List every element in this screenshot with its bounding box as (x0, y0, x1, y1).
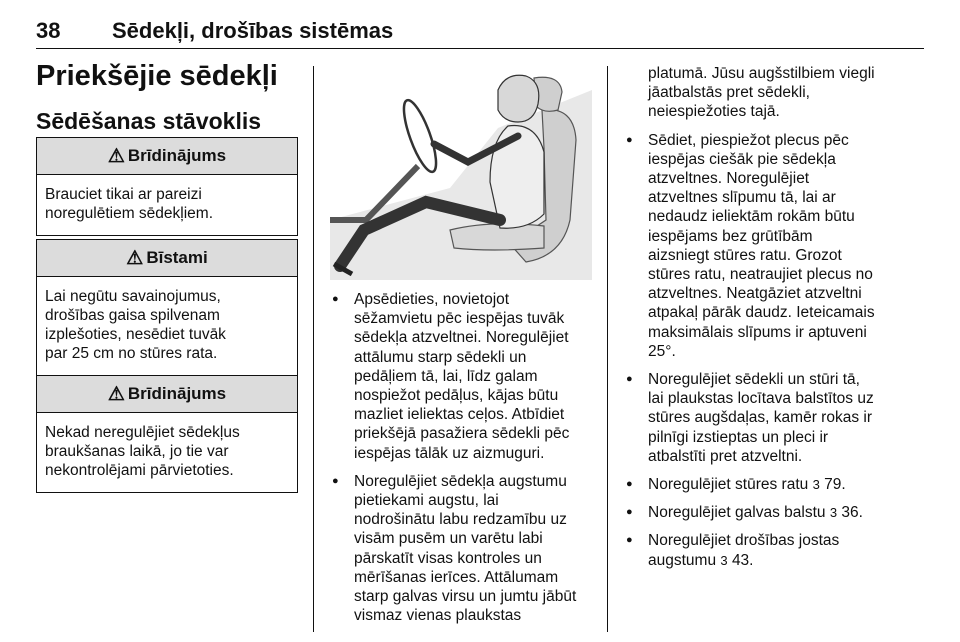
driver-head (498, 75, 539, 122)
notice-heading (37, 138, 297, 175)
notice-line: par 25 cm no stūres rata. (45, 345, 218, 362)
text-line: lai plaukstas locītava balstītos uz (648, 390, 874, 408)
warning-notice-2 (36, 375, 298, 493)
list-item (330, 472, 596, 626)
notice-body (37, 175, 297, 235)
text-line: stūres augšdaļas, kamēr rokas ir (648, 409, 872, 427)
running-title: Sēdekļi, drošības sistēmas (112, 18, 394, 43)
warning-triangle-icon: ⚠ (126, 247, 144, 269)
text-line: ● Noregulējiet drošības jostas (648, 532, 840, 550)
page-reference[interactable] (813, 476, 846, 493)
notice-line: nekontrolējami pārvietoties. (45, 462, 234, 479)
section-title: Priekšējie sēdekļi (36, 60, 278, 92)
notice-heading (37, 240, 297, 277)
text-line: pārskatīt visas kontroles un (354, 549, 542, 567)
text-line: mērīšanas ierīces. Attālumam (354, 568, 559, 586)
text-line: visām pusēm un varētu labi (354, 530, 543, 548)
text-line: atbalstīti pret atzveltni. (648, 447, 803, 465)
text-line: iespējams bez grūtībām (648, 227, 813, 245)
text-line: aizsniegt stūres ratu. Grozot (648, 246, 842, 264)
right-column-text (624, 64, 890, 579)
notice-body (37, 277, 297, 375)
notice-line: Lai negūtu savainojumus, (45, 288, 221, 305)
text-line: ● Noregulējiet sēdekļa augstumu (354, 472, 567, 490)
left-column (36, 58, 298, 136)
text-line: nospiežot pedāļus, kājas būtu (354, 387, 559, 405)
text-line: sēdekļa atzveltnei. Noregulējiet (354, 329, 569, 347)
list-item (624, 531, 890, 569)
notice-line: Nekad neregulējiet sēdekļus (45, 424, 240, 441)
seat-cushion (450, 224, 544, 250)
notice-line: noregulētiem sēdekļiem. (45, 205, 214, 222)
list-item (330, 290, 596, 463)
notice-heading-label: Bīstami (146, 248, 208, 267)
seating-position-illustration (330, 70, 592, 280)
text-line: Noregulējiet stūres ratu (648, 476, 809, 494)
text-line: neiespiežoties tajā. (648, 103, 780, 121)
list-item (624, 503, 890, 522)
notice-heading-label: Brīdinājums (127, 146, 227, 165)
notice-heading (37, 376, 297, 413)
text-line: jāatbalstās pret sēdekli, (648, 84, 810, 102)
list-item (624, 131, 890, 361)
notice-body (37, 413, 297, 492)
text-line: atzveltnes slīpumu tā, lai ar (648, 189, 836, 207)
text-line: pilnīgi izstieptas un pleci ir (648, 428, 829, 446)
driver-torso (490, 126, 544, 229)
text-line: 25°. (648, 342, 676, 360)
danger-notice (36, 239, 298, 376)
warning-triangle-icon: ⚠ (107, 383, 125, 405)
text-line: iespējas tālāk uz aizmuguri. (354, 444, 545, 462)
column-divider (313, 66, 314, 632)
text-line: priekšējā pasažiera sēdekli pēc (354, 425, 570, 443)
text-line: ● Sēdiet, piespiežot plecus pēc (648, 131, 849, 149)
notice-line: izplešoties, nesēdiet tuvāk (45, 326, 226, 343)
reference-page: 43. (731, 551, 754, 569)
warning-notice-1 (36, 137, 298, 236)
notice-line: braukšanas laikā, jo tie var (45, 443, 229, 460)
text-line: stūres ratu, neatraujiet plecus no (648, 266, 873, 284)
list-item (624, 370, 890, 466)
text-line: Noregulējiet galvas balstu (648, 504, 826, 522)
text-line: starp galvas virsu un jumtu jābūt (354, 588, 577, 606)
text-line: sēžamvietu pēc iespējas tuvāk (354, 310, 565, 328)
column-divider (607, 66, 608, 632)
subsection-title: Sēdēšanas stāvoklis (36, 108, 262, 134)
notice-line: Brauciet tikai ar pareizi (45, 186, 202, 203)
list-item (624, 475, 890, 494)
page-reference[interactable] (720, 552, 753, 569)
header-rule (36, 48, 924, 49)
reference-arrow-icon: 3 (720, 552, 728, 568)
text-line: vismaz vienas plaukstas (354, 607, 522, 625)
text-line: nodrošinātu labu redzamību uz (354, 511, 567, 529)
text-line: ● Apsēdieties, novietojot (354, 291, 510, 308)
text-line: mazliet ieliektas ceļos. Atbīdiet (354, 406, 565, 424)
text-line: augstumu (648, 551, 717, 569)
text-line: pietiekami augstu, lai (354, 492, 499, 510)
middle-column-text (330, 290, 596, 634)
text-line: iespējas ciešāk pie sēdekļa (648, 150, 836, 168)
page-header (36, 14, 924, 50)
reference-page: 79. (824, 476, 846, 494)
page-reference[interactable] (830, 504, 863, 521)
text-line: nedaudz ieliektām rokām būtu (648, 208, 855, 226)
notice-heading-label: Brīdinājums (127, 384, 227, 403)
page-number: 38 (36, 18, 61, 43)
text-line: ● Noregulējiet sēdekli un stūri tā, (648, 371, 860, 389)
text-line: atpakaļ pārāk daudz. Ieteicamais (648, 304, 875, 322)
text-line: atzveltnes. Noregulējiet (648, 170, 810, 188)
continued-paragraph (624, 64, 890, 122)
text-line: attālumu starp sēdekli un (354, 348, 527, 366)
reference-page: 36. (841, 504, 863, 522)
text-line: maksimālais slīpums ir aptuveni (648, 323, 867, 341)
text-line: platumā. Jūsu augšstilbiem viegli (648, 65, 875, 82)
reference-arrow-icon: 3 (812, 477, 820, 493)
text-line: pedāļiem tā, lai, līdz galam (354, 367, 538, 385)
warning-triangle-icon: ⚠ (107, 145, 125, 167)
text-line: atzveltnes. Neatgāziet atzveltni (648, 285, 862, 303)
notice-line: drošības gaisa spilvenam (45, 307, 220, 324)
reference-arrow-icon: 3 (829, 505, 838, 521)
